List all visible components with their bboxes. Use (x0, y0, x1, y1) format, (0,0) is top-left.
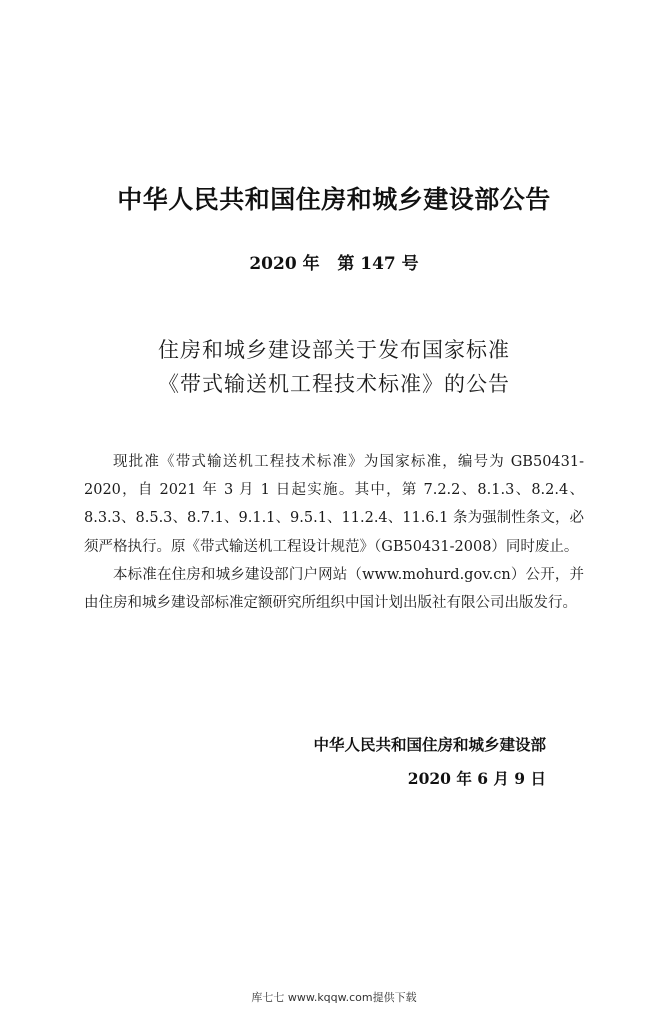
body-paragraph-2 (84, 561, 584, 617)
paragraph-1-line-2: 50431-2020，自 2021 年 3 月 1 日起实施。其中，第 7.2.2、8.1.3、 (84, 454, 584, 499)
paragraph-1-line-3: 8.2.4、8.3.3、8.5.3、8.7.1、9.1.1、9.5.1、11.2.4、11.6.1 条为强 (84, 482, 584, 527)
paragraph-1-line-1: 现批准《带式输送机工程技术标准》为国家标准，编号为 GB (113, 454, 533, 470)
paragraph-1-line-5: 50431-2008）同时废止。 (403, 538, 579, 555)
announcement-title: 中华人民共和国住房和城乡建设部公告 (117, 185, 551, 214)
signature-organization: 中华人民共和国住房和城乡建设部 (313, 736, 546, 754)
subject-line-2: 《带式输送机工程技术标准》的公告 (158, 372, 510, 396)
download-watermark: 库七七 www.kqqw.com提供下载 (251, 991, 417, 1004)
signature-block (250, 729, 546, 795)
paragraph-2-line-2: 公开，并由住房和城乡建设部标准定额研究所组织中国计划出版 (84, 566, 585, 612)
announcement-subject (0, 333, 668, 401)
subject-line-1: 住房和城乡建设部关于发布国家标准 (158, 338, 510, 362)
announcement-number: 2020 年 第 147 号 (249, 254, 419, 274)
body-paragraph-1 (84, 448, 584, 561)
announcement-body (84, 448, 584, 617)
paragraph-2-line-3: 社有限公司出版发行。 (432, 595, 577, 612)
signature-date: 2020 年 6 月 9 日 (407, 769, 546, 788)
paragraph-1-line-4: 制性条文，必须严格执行。原《带式输送机工程设计规范》（GB (84, 510, 584, 555)
paragraph-2-line-1: 本标准在住房和城乡建设部门户网站（www.mohurd.gov.cn） (113, 566, 526, 583)
